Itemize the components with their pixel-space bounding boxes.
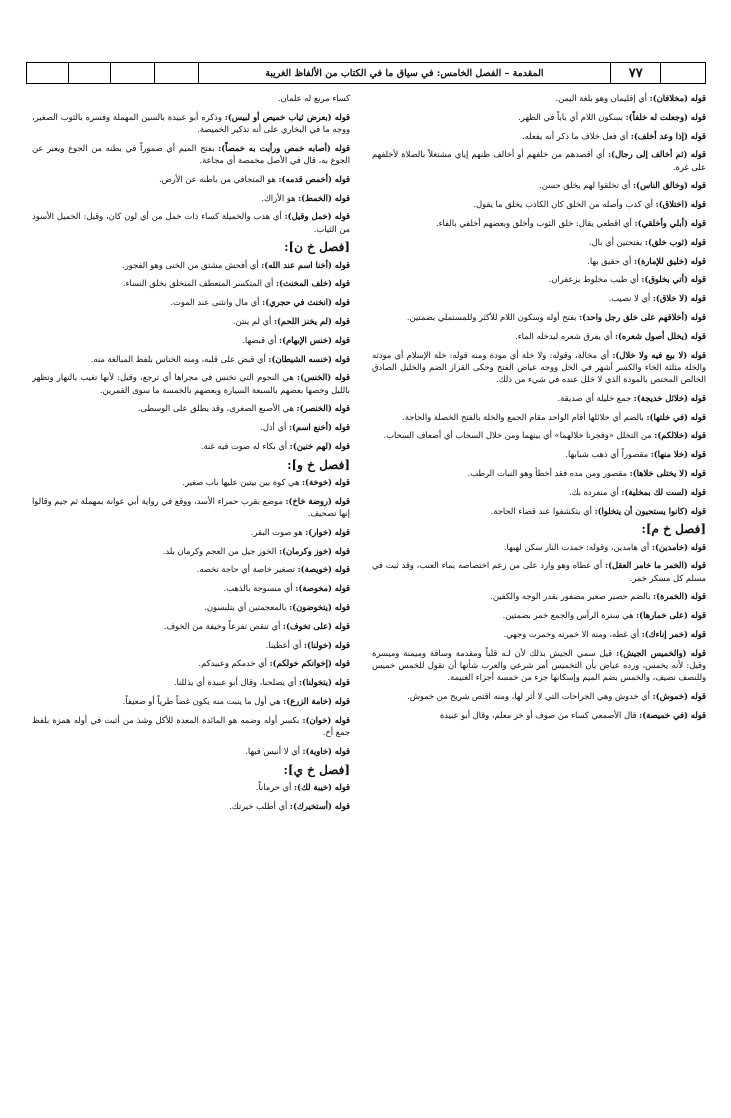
dictionary-entry (372, 392, 706, 404)
entry-headword: قوله (إذا وعد أخلف): (630, 130, 706, 141)
dictionary-entry (32, 495, 350, 519)
entry-definition: أي طيب مخلوط بزعفران. (548, 274, 642, 285)
entry-definition: أي يصلحنا، وقال أبو عبيدة أي يذللنا. (173, 677, 299, 688)
dictionary-entry (372, 690, 706, 702)
dictionary-entry (372, 130, 706, 142)
dictionary-entry (32, 639, 350, 651)
dictionary-entry (32, 334, 350, 346)
dictionary-entry (32, 173, 350, 185)
dictionary-entry (372, 236, 706, 248)
entry-headword: قوله (خوار): (305, 526, 350, 537)
entry-definition: أي هدب والخميلة كساء ذات خمل من أي لون كان، وقيل: الخميل الأسود من الثياب. (32, 211, 350, 234)
dictionary-entry (32, 421, 350, 433)
entry-headword: قوله (وجعلت له خلفاً): (625, 111, 706, 122)
entry-definition: أي أطلب خيرتك. (229, 800, 290, 811)
entry-headword: قوله (يتخوضون): (289, 601, 350, 612)
entry-headword: قوله (انخنث في حجري): (262, 297, 350, 308)
entry-definition: بسكون اللام أي باباً في الظهر. (518, 111, 626, 122)
dictionary-entry (32, 476, 350, 488)
entry-headword: قوله (أستخيرك): (289, 800, 350, 811)
entry-headword: قوله (خليق للإمارة): (633, 255, 706, 266)
dictionary-entry (32, 402, 350, 414)
entry-headword: قوله (لا بيع فيه ولا خلال): (612, 349, 706, 360)
dictionary-entry (372, 217, 706, 229)
entry-headword: قوله (الخنصر): (296, 403, 350, 414)
dictionary-entry (372, 590, 706, 602)
entry-headword: قوله (خامة الزرع): (283, 695, 350, 706)
dictionary-entry (32, 714, 350, 738)
entry-headword: قوله (أخمص قدمه): (278, 173, 350, 184)
entry-definition: هو صوت البقر. (250, 526, 306, 537)
entry-definition: بفتح الميم أي ضموراً في بطنه من الجوع ويعبر عن الجوع به، قال في الأصل مخمصة أي مجاعة. (32, 142, 350, 165)
entry-headword: قوله (خلف المخنث): (275, 278, 350, 289)
section-heading: [فصل خ ي]: (283, 762, 350, 777)
entry-headword: قوله (خلا منها): (650, 449, 706, 460)
dictionary-entry (372, 505, 706, 517)
dictionary-entry (32, 315, 350, 327)
entry-headword: قوله (روضة خاخ): (285, 495, 350, 506)
dictionary-entry (32, 296, 350, 308)
entry-headword: قوله (خوخة): (301, 476, 350, 487)
dictionary-entry (372, 349, 706, 386)
entry-headword: قوله (إخوانكم خولكم): (269, 658, 350, 669)
entry-definition: هو المتجافي من باطنه عن الأرض. (158, 173, 279, 184)
entry-definition: هي الأصبع الصغرى، وقد يطلق على الوسطى. (137, 403, 297, 414)
entry-definition: بالمعجمتين أي يتلبسون. (204, 601, 290, 612)
entry-headword: قوله (خوز وكرمان): (279, 545, 350, 556)
dictionary-entry (372, 255, 706, 267)
dictionary-entry (372, 330, 706, 342)
entry-definition: أي لم ينتن. (232, 315, 274, 326)
entry-headword: قوله (لهم خنين): (289, 440, 350, 451)
entry-headword: قوله (يخلل أصول شعره): (614, 330, 706, 341)
entry-headword: قوله (اختلاق): (655, 199, 706, 210)
entry-headword: قوله (خولنا): (303, 639, 350, 650)
entry-headword: قوله (لم يخنز اللحم): (273, 315, 350, 326)
entry-definition: أي إقليمان وهو بلغة اليمن. (555, 93, 650, 103)
dictionary-entry (372, 486, 706, 498)
header-title: المقدمة – الفصل الخامس: في سياق ما في الكتاب من الألفاظ الغريبة (199, 63, 612, 83)
entry-definition: قال الأصمعي كساء من صوف أو خز معلم، وقال أبو عبيدة (439, 709, 640, 720)
header-cell-empty (27, 63, 69, 83)
entry-definition: أي منسوجة بالذهب. (223, 583, 296, 594)
entry-definition: أي حقيق بها. (587, 255, 634, 266)
entry-headword: قوله (الخنس): (297, 372, 350, 383)
section-heading: [فصل خ ن]: (284, 240, 350, 255)
entry-definition: قيل سمي الجيش بذلك لأن لـه قلباً ومقدمة وساقة وميمنة وميسرة وقيل: لأنه يخمس، ورده عياض بأن التخميس أمر شرعي والعرب شأنها أن تقول للخمس خميس وللنصف نصيف، والخمس بضم الميم وإسكانها جزء من خمسة أجزاء الغنيمة. (372, 647, 706, 683)
entry-headword: قوله (مخوصة): (295, 583, 350, 594)
entry-definition: جمع خليلة أي صديقة. (557, 392, 634, 403)
entry-definition: أي تخلقوا لهم بخلق حسن. (539, 180, 633, 191)
dictionary-entry (32, 781, 350, 793)
entry-headword: قوله (بعرض ثياب خميص أو لبيس): (224, 111, 350, 122)
entry-definition: مقصوراً أي ذهب شبابها. (565, 449, 651, 460)
dictionary-entry (32, 192, 350, 204)
header-cell-empty (661, 63, 705, 83)
dictionary-entry (32, 440, 350, 452)
entry-definition: أي بكاء له صوت فيه غنة. (200, 440, 290, 451)
entry-definition: أي فعل خلاف ما ذكر أنه يفعله. (522, 130, 631, 141)
entry-headword: قوله (خنس الإبهام): (279, 334, 350, 345)
dictionary-entry (32, 745, 350, 757)
entry-definition: وذكره أبو عبيدة بالسين المهملة وفسره بالثوب الصغير، ووجه ما في البخاري على أنه تذكير الخميصة. (32, 111, 350, 134)
dictionary-entry (32, 210, 350, 234)
entry-headword: قوله (خلالكم): (654, 430, 706, 441)
dictionary-entry (32, 582, 350, 594)
entry-headword: قوله (يتخولنا): (298, 677, 350, 688)
dictionary-entry (372, 448, 706, 460)
entry-headword: قوله (خموش): (652, 690, 706, 701)
entry-headword: قوله (لا يختلى خلاها): (629, 467, 706, 478)
entry-definition: كساء مربع له علمان. (277, 93, 350, 103)
dictionary-entry (372, 311, 706, 323)
dictionary-entry (32, 601, 350, 613)
entry-definition: مقصور ومن مده فقد أخطأ وهو النبات الرطب. (467, 467, 630, 478)
entry-definition: هي كوة بين بيتين عليها باب صغير. (182, 476, 302, 487)
dictionary-entry (32, 92, 350, 104)
dictionary-entry (372, 411, 706, 423)
page-header (26, 62, 706, 84)
entry-definition: أي مال وانثنى عند الموت. (170, 297, 263, 308)
entry-definition: أي اقطعي يقال: خلق الثوب وأخلق وبعضهم أخلفي بالفاء. (435, 217, 635, 228)
entry-headword: قوله (الخمرة): (653, 591, 706, 602)
entry-definition: موضع بقرب حمراء الأسد، ووقع في رواية أبي عوانة بمهملة ثم جيم وقالوا إنها تصحيف. (32, 495, 350, 518)
entry-definition: أي لا نصيب. (608, 293, 653, 304)
dictionary-entry (372, 179, 706, 191)
dictionary-entry (32, 620, 350, 632)
entry-definition: هو الأراك. (261, 192, 299, 203)
entry-definition: بكسر أوله وضمه هو المائدة المعدة للأكل وشذ من أثبت في أوله همزة بلفظ جمع أخ. (32, 714, 350, 737)
dictionary-entry (32, 259, 350, 271)
entry-headword: قوله (ثوب خلق): (644, 236, 706, 247)
entry-headword: قوله (خيبة لك): (293, 781, 350, 792)
dictionary-entry (32, 695, 350, 707)
dictionary-entry (32, 563, 350, 575)
entry-headword: قوله (لا خلاق): (652, 293, 706, 304)
entry-definition: تصغير خاصة أي حاجة تخصه. (196, 564, 298, 575)
entry-headword: قوله (خوان): (302, 714, 350, 725)
dictionary-entry (372, 709, 706, 721)
entry-definition: أي أعطينا. (265, 639, 304, 650)
entry-headword: قوله (على خمارها): (636, 610, 706, 621)
dictionary-entry (372, 198, 706, 210)
entry-definition: بالضم حصير صغير مضفور بقدر الوجه والكفين. (490, 591, 654, 602)
dictionary-entry (372, 111, 706, 123)
dictionary-entry (372, 559, 706, 583)
entry-definition: أي غطه، ومنه الا خمرته وخمرت وجهي. (503, 628, 642, 639)
entry-headword: قوله (خنسه الشيطان): (268, 353, 350, 364)
entry-definition: الخوز جيل من العجم وكرمان بلد. (162, 545, 280, 556)
entry-headword: قوله (الخمر ما خامر العقل): (605, 560, 706, 571)
entry-definition: أي يفرق شعره ليدخله الماء. (515, 330, 615, 341)
entry-definition: أي لا أنيس فيها. (245, 745, 303, 756)
entry-definition: هي النجوم التي تخنس في مجراها أي ترجع، وقيل: لأنها تغيب بالنهار وتظهر بالليل وخصها بعضهم بالسبعة السيارة وبعضهم بالخمسة ما سوى القمرين. (32, 372, 350, 395)
page-number: ٧٧ (611, 63, 661, 83)
dictionary-entry (372, 148, 706, 172)
entry-headword: قوله (أخنع اسم): (288, 422, 350, 433)
entry-headword: قوله (أتي بخلوق): (641, 274, 706, 285)
entry-definition: أي مخالة، وقوله: ولا خلة أي مودة ومنه قوله: خلة الإسلام أي مودته والخلة مثلثة الخاء والكسر أشهر في الخل ووجه عياض الفتح وحكى القزاز الضم والخليل الصادق الخالص المختص بالمودة الذي لا خلل عنده في شيء من ذلك. (372, 349, 706, 384)
dictionary-entry (372, 647, 706, 684)
dictionary-entry (32, 545, 350, 557)
dictionary-entry (372, 429, 706, 441)
entry-headword: قوله (أخلاقهم على خلق رجل واحد): (579, 311, 706, 322)
dictionary-entry (372, 628, 706, 640)
dictionary-entry (372, 467, 706, 479)
dictionary-entry (32, 111, 350, 135)
entry-definition: أي يتكشفوا عند قضاء الحاجة. (490, 505, 595, 516)
entry-definition: هي سترة الرأس والجمع خمر بضمتين. (502, 610, 637, 621)
entry-headword: قوله (لست لك بمخلية): (621, 486, 706, 497)
dictionary-entry (32, 277, 350, 289)
entry-headword: قوله (على تخوف): (282, 620, 350, 631)
entry-definition: هي أول ما ينبت منه يكون غضاً طرياً أو ضعيفاً. (122, 695, 284, 706)
dictionary-entry (32, 800, 350, 812)
entry-headword: قوله (خلائل خديجة): (633, 392, 706, 403)
entry-definition: أي هامدين، وقوله: خمدت النار سكن لهبها. (503, 541, 652, 552)
entry-definition: أي قبض على قلبه، ومنه الخناس بلفظ المبالغة منه. (90, 353, 269, 364)
dictionary-entry (372, 273, 706, 285)
entry-definition: أي غطاه وهو وارد على من زعم اختصاصه بماء العنب، وقد ثبت في مسلم كل مسكر خمر. (372, 560, 706, 583)
dictionary-entry (32, 371, 350, 395)
dictionary-entry (32, 657, 350, 669)
section-heading: [فصل خ و]: (287, 457, 350, 472)
entry-headword: قوله (كانوا يستحيون أن يتخلوا): (594, 505, 706, 516)
entry-definition: أي أقصدهم من خلفهم أو أخالف ظنهم إياي مشتغلاً بالصلاة لأخلفهم على غرة. (372, 149, 706, 172)
dictionary-entry (32, 142, 350, 166)
entry-definition: بفتحتين أي بال. (588, 236, 645, 247)
entry-headword: قوله (أصابه خمص ورأيت به خمصاً): (218, 142, 350, 153)
right-text-column (372, 92, 706, 1092)
entry-headword: قوله (خويصة): (297, 564, 350, 575)
entry-definition: أي خدوش وهي الجراحات التي لا أثر لها، ومنه اقتص شريح من خموش. (407, 690, 653, 701)
entry-headword: قوله (خامدين): (651, 541, 706, 552)
entry-definition: أي منفردة بك. (569, 486, 622, 497)
dictionary-entry (372, 92, 706, 104)
entry-headword: قوله (ثم أخالف إلى رجال): (607, 149, 706, 160)
entry-headword: قوله (أبلي وأخلقي): (634, 217, 706, 228)
entry-definition: أي حرماناً. (255, 781, 294, 792)
header-cell-empty (69, 63, 111, 83)
entry-definition: أي تنقص تفرعاً وخيفة من الخوف. (163, 620, 283, 631)
dictionary-entry (32, 526, 350, 538)
dictionary-entry (372, 541, 706, 553)
entry-headword: قوله (الخمط): (298, 192, 350, 203)
dictionary-entry (372, 609, 706, 621)
entry-definition: بالضم أي حلائلها أقام الواحد مقام الجمع والخلة بالفتح الخصلة والحاجة. (402, 411, 647, 422)
entry-definition: بفتح أوله وسكون اللام للأكثر وللمستملي بضمتين. (406, 311, 580, 322)
header-cell-empty (111, 63, 155, 83)
header-cell-empty (155, 63, 199, 83)
entry-definition: أي أفحش مشتق من الخنى وهو الفجور. (122, 259, 262, 270)
section-heading: [فصل خ م]: (641, 522, 706, 537)
entry-definition: أي قبضها. (242, 334, 280, 345)
entry-headword: قوله (أخنا اسم عند الله): (261, 259, 350, 270)
entry-headword: قوله (والخميس الجيش): (616, 647, 706, 658)
dictionary-entry (32, 353, 350, 365)
entry-definition: أي كذب وأصله من الخلق كان الكاذب يخلق ما يقول. (473, 199, 656, 210)
dictionary-entry (32, 676, 350, 688)
entry-headword: قوله (في خلتها): (646, 411, 706, 422)
entry-headword: قوله (خمل وقيل): (284, 211, 350, 222)
entry-definition: أي أذل. (260, 422, 289, 433)
entry-headword: قوله (مخلافان): (649, 93, 706, 103)
entry-definition: أي خدمكم وعبيدكم. (198, 658, 270, 669)
entry-headword: قوله (خاوية): (302, 745, 350, 756)
left-text-column (32, 92, 350, 1092)
entry-headword: قوله (وخالق الناس): (632, 180, 706, 191)
dictionary-entry (372, 292, 706, 304)
entry-headword: قوله (في خميصة): (639, 709, 706, 720)
entry-definition: أي المتكسر المتعطف المتخلق بخلق النساء. (122, 278, 276, 289)
entry-definition: من التخلل «وفجرنا خلالهما» أي بينهما ومن خلال السحاب أي أضعاف السحاب. (383, 430, 655, 441)
entry-headword: قوله (خمر إناءك): (641, 628, 706, 639)
